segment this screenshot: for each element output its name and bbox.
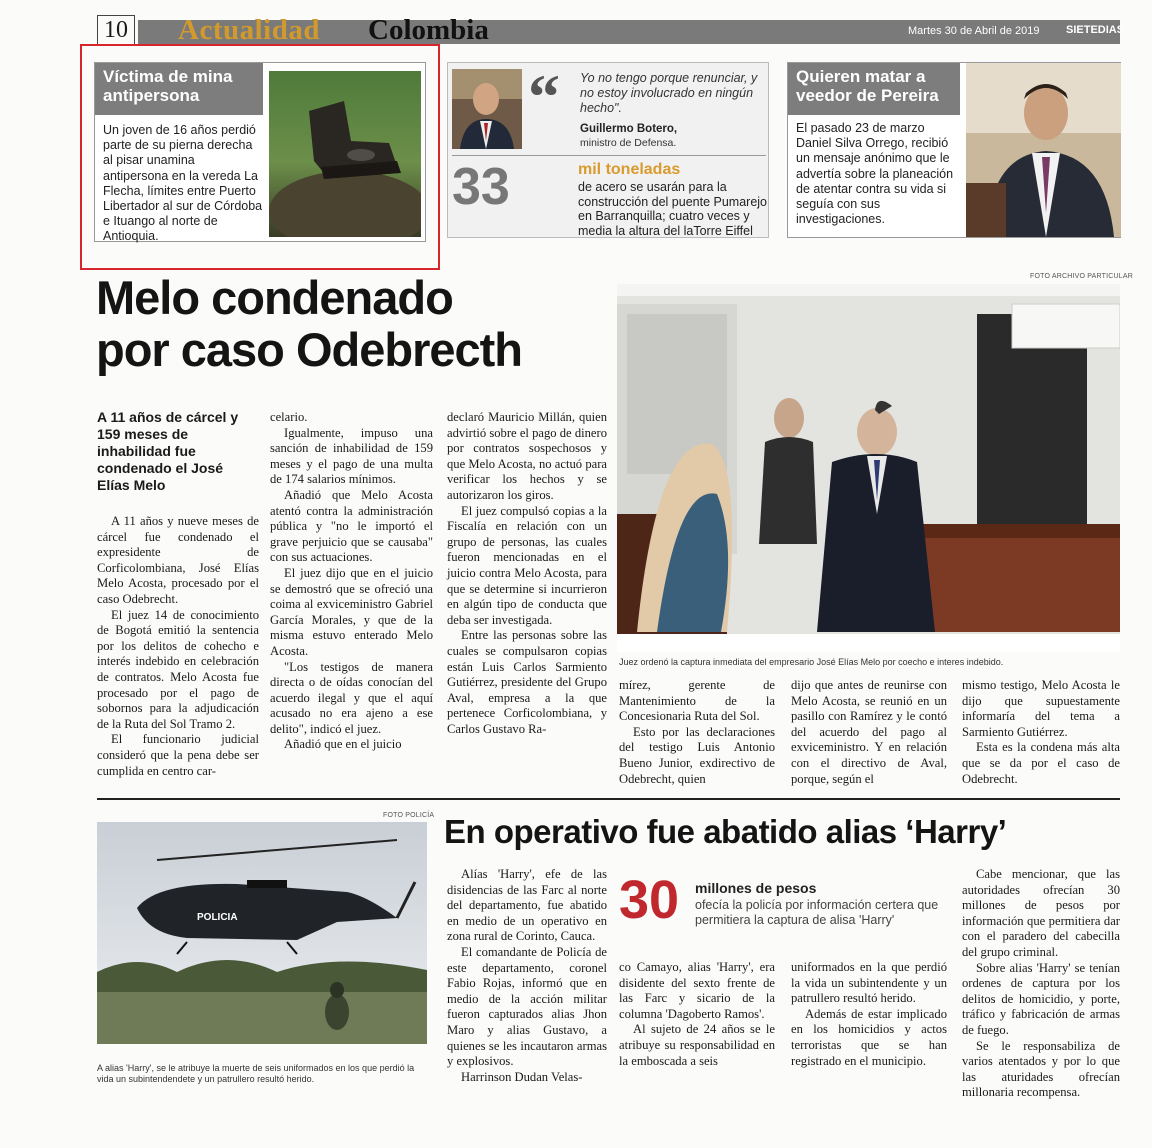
- paragraph: "Los testigos de manera directa o de oídas conocían del acuerdo ilegal y que el aquí acusado no era ajeno a ese delito", indicó el juez.: [270, 659, 433, 736]
- paragraph: Igualmente, impuso una sanción de inhabilidad de 159 meses y el pago de una multa de 174 salarios mínimos.: [270, 425, 433, 487]
- brand-name: SIETEDIAS: [1066, 24, 1125, 36]
- stat-label-pesos: millones de pesos: [695, 880, 817, 896]
- botero-photo: [452, 69, 522, 149]
- page-number: 10: [97, 15, 135, 45]
- photo-caption-melo: Juez ordenó la captura inmediata del empresario José Elías Melo por coecho e interes indebido.: [619, 657, 1004, 667]
- paragraph: Al sujeto de 24 años se le atribuye su responsabilidad en la emboscada a seis: [619, 1022, 775, 1068]
- box-mina: [94, 62, 426, 242]
- stat-box-harry: [619, 870, 949, 954]
- photo-caption-harry: A alias 'Harry', se le atribuye la muerte de seis uniformados en los que perdió la vida un subintendendete y un patrullero resultó herido.: [97, 1063, 415, 1084]
- paragraph: Añadió que Melo Acosta atentó contra la administración pública y "no le importó el grave perjuicio que se causaba" con sus actuaciones.: [270, 487, 433, 565]
- paragraph: uniformados en la que perdió la vida un subintendente y un patrullero resultó herido.: [791, 960, 947, 1006]
- quote-text: Yo no tengo porque renunciar, y no estoy involucrado en ningún hecho".: [580, 71, 758, 115]
- article-harry-col2: [619, 960, 775, 1069]
- article-harry-col1: [447, 867, 607, 1085]
- paragraph: Esto por las declaraciones del testigo Luis Antonio Bueno Junior, exdirectivo de Odebrecht, quien: [619, 724, 775, 786]
- courtroom-photo: [617, 284, 1120, 652]
- divider: [452, 155, 766, 156]
- stat-number-33: 33: [452, 158, 510, 216]
- box-veedor: [787, 62, 1121, 238]
- box-veedor-text: El pasado 23 de marzo Daniel Silva Orrego, recibió un mensaje anónimo que le advertía sobre la planeación de atentar contra su vida si seguía con sus investigaciones.: [796, 121, 954, 227]
- article-melo-col4: [619, 678, 775, 787]
- veedor-photo: [966, 63, 1121, 237]
- paragraph: Esta es la condena más alta que se da por el caso de Odebrecht.: [962, 740, 1120, 786]
- heli-label: POLICIA: [197, 912, 238, 923]
- paragraph: declaró Mauricio Millán, quien advirtió sobre el pago de dinero por contratos sospechosos y que Melo Acosta, no actuó para verificar los hechos y se autorizaron los giros.: [447, 410, 607, 502]
- paragraph: Además de estar implicado en los homicidios y actos terroristas que se han registrado en el municipio.: [791, 1006, 947, 1068]
- paragraph: A 11 años y nueve meses de cárcel fue condenado el expresidente de Corficolombiana, José Elías Melo Acosta, procesado por el caso Odebrecht.: [97, 514, 259, 606]
- lead-melo: A 11 años de cárcel y 159 meses de inhabilidad fue condenado el José Elías Melo: [97, 409, 239, 493]
- paragraph: mírez, gerente de Mantenimiento de la Concesionaria Ruta del Sol.: [619, 678, 775, 724]
- section-title-colombia: Colombia: [368, 14, 489, 46]
- section-divider: [97, 798, 1120, 800]
- paragraph: co Camayo, alias 'Harry', era disidente del sexto frente de las Farc y sicario de la columna 'Dagoberto Ramos'.: [619, 960, 775, 1021]
- stat-text-toneladas: de acero se usarán para la construcción del puente Pumarejo en Barranquilla; cuatro veces y media la altura del laTorre Eiffel: [578, 180, 768, 238]
- paragraph: mismo testigo, Melo Acosta le dijo que supuestamente informaría del tema a Sarmiento Gutiérrez.: [962, 678, 1120, 739]
- paragraph: Se le responsabiliza de varios atentados y por lo que las aturidades ofrecían millonaria recompensa.: [962, 1038, 1120, 1100]
- paragraph: Alías 'Harry', efe de las disidencias de las Farc al norte del departamento, fue abatido en medio de un operativo en zona rural de Corinto, Cauca.: [447, 867, 607, 944]
- stat-number-30: 30: [619, 870, 680, 930]
- box-mina-title-line2: antipersona: [103, 86, 200, 105]
- article-harry-col3: [791, 960, 947, 1069]
- section-title-actualidad: Actualidad: [178, 14, 320, 46]
- paragraph: celario.: [270, 410, 308, 424]
- paragraph: dijo que antes de reunirse con Melo Acosta, se reunió en un pasillo con Ramírez y le contó del acuerdo del pago al exviceministro. Y en relación con el directivo de Aval, porque, según el: [791, 678, 947, 786]
- quote-mark-icon: “: [528, 61, 560, 132]
- article-melo-col1: [97, 514, 259, 779]
- headline-melo: [96, 272, 522, 376]
- paragraph: El comandante de Policía de este departamento, coronel Fabio Rojas, informó que en medio de la acción militar fueron capturados alias Jhon Maro y alias Gustavo, a quienes se les incautaron armas y explosivos.: [447, 944, 607, 1069]
- article-melo-col3: [447, 410, 607, 737]
- box-mina-title-line1: Víctima de mina: [103, 67, 233, 86]
- paragraph: Cabe mencionar, que las autoridades ofrecían 30 millones de pesos por información que permitiera dar con el paradero del cabecilla del grupo criminal.: [962, 867, 1120, 959]
- paragraph: Añadió que en el juicio: [284, 737, 402, 752]
- photo-credit-harry: FOTO POLICÍA: [383, 812, 435, 819]
- headline-melo-line1: Melo condenado: [96, 271, 453, 324]
- article-melo-col6: [962, 678, 1120, 787]
- article-harry-col4: [962, 867, 1120, 1101]
- box-veedor-title-line1: Quieren matar a: [796, 67, 926, 86]
- paragraph: Sobre alias 'Harry' se tenían ordenes de captura por los delitos de homicidio, y porte, tráfico y fabricación de armas de fuego.: [962, 960, 1120, 1037]
- box-veedor-title: [788, 63, 960, 115]
- quote-author: Guillermo Botero,: [580, 123, 678, 135]
- boot-photo: [269, 71, 421, 237]
- headline-harry: En operativo fue abatido alias ‘Harry’: [444, 813, 1007, 850]
- box-quote: [447, 62, 769, 238]
- article-melo-col5: [791, 678, 947, 787]
- issue-date: Martes 30 de Abril de 2019: [908, 25, 1040, 37]
- paragraph: El juez 14 de conocimiento de Bogotá emitió la sentencia por los delitos de cohecho e interés indebido en celebración de contratos. Melo Acosta fue procesado por el pago de sobornos para la adjudicación de la Ruta del Sol Tramo 2.: [97, 607, 259, 731]
- helicopter-photo: [97, 822, 427, 1062]
- quote-author-role: ministro de Defensa.: [580, 137, 677, 149]
- box-mina-text: Un joven de 16 años perdió parte de su pierna derecha al pisar unamina antipersona en la vereda La Flecha, límites entre Puerto Libertador al sur de Córdoba e Ituango al norte de Antioquia.: [103, 123, 263, 244]
- photo-credit-melo: FOTO ARCHIVO PARTICULAR: [1030, 273, 1134, 280]
- paragraph: El juez compulsó copias a la Fiscalía en relación con un grupo de personas, las cuales fueron mencionadas en el juicio contra Melo Acosta, para que se determine si incurrieron en algún tipo de conducta que deba ser investigada.: [447, 503, 607, 627]
- stat-text-pesos: ofecía la policía por información certera que permitiera la captura de alisa 'Harry': [695, 898, 939, 927]
- paragraph: Harrinson Dudan Velas-: [461, 1069, 583, 1084]
- paragraph: El juez dijo que en el juicio se demostró que se ofreció una coima al exviceministro Gabriel García Morales, y que de la misma estuvo enterado Melo Acosta.: [270, 565, 433, 658]
- stat-label-toneladas: mil toneladas: [578, 161, 681, 178]
- box-mina-title: [95, 63, 263, 115]
- headline-melo-line2: por caso Odebrecth: [96, 323, 522, 376]
- paragraph: El funcionario judicial consideró que la pena debe ser cumplida en centro car-: [97, 732, 259, 778]
- box-veedor-title-line2: veedor de Pereira: [796, 86, 939, 105]
- paragraph: Entre las personas sobre las cuales se compulsaron copias están Luis Carlos Sarmiento Gutiérrez, presidente del Grupo Aval, empresa a la que pertenece Corficolombiana, y Carlos Gustavo Ra-: [447, 628, 607, 736]
- article-melo-col2: [270, 410, 433, 753]
